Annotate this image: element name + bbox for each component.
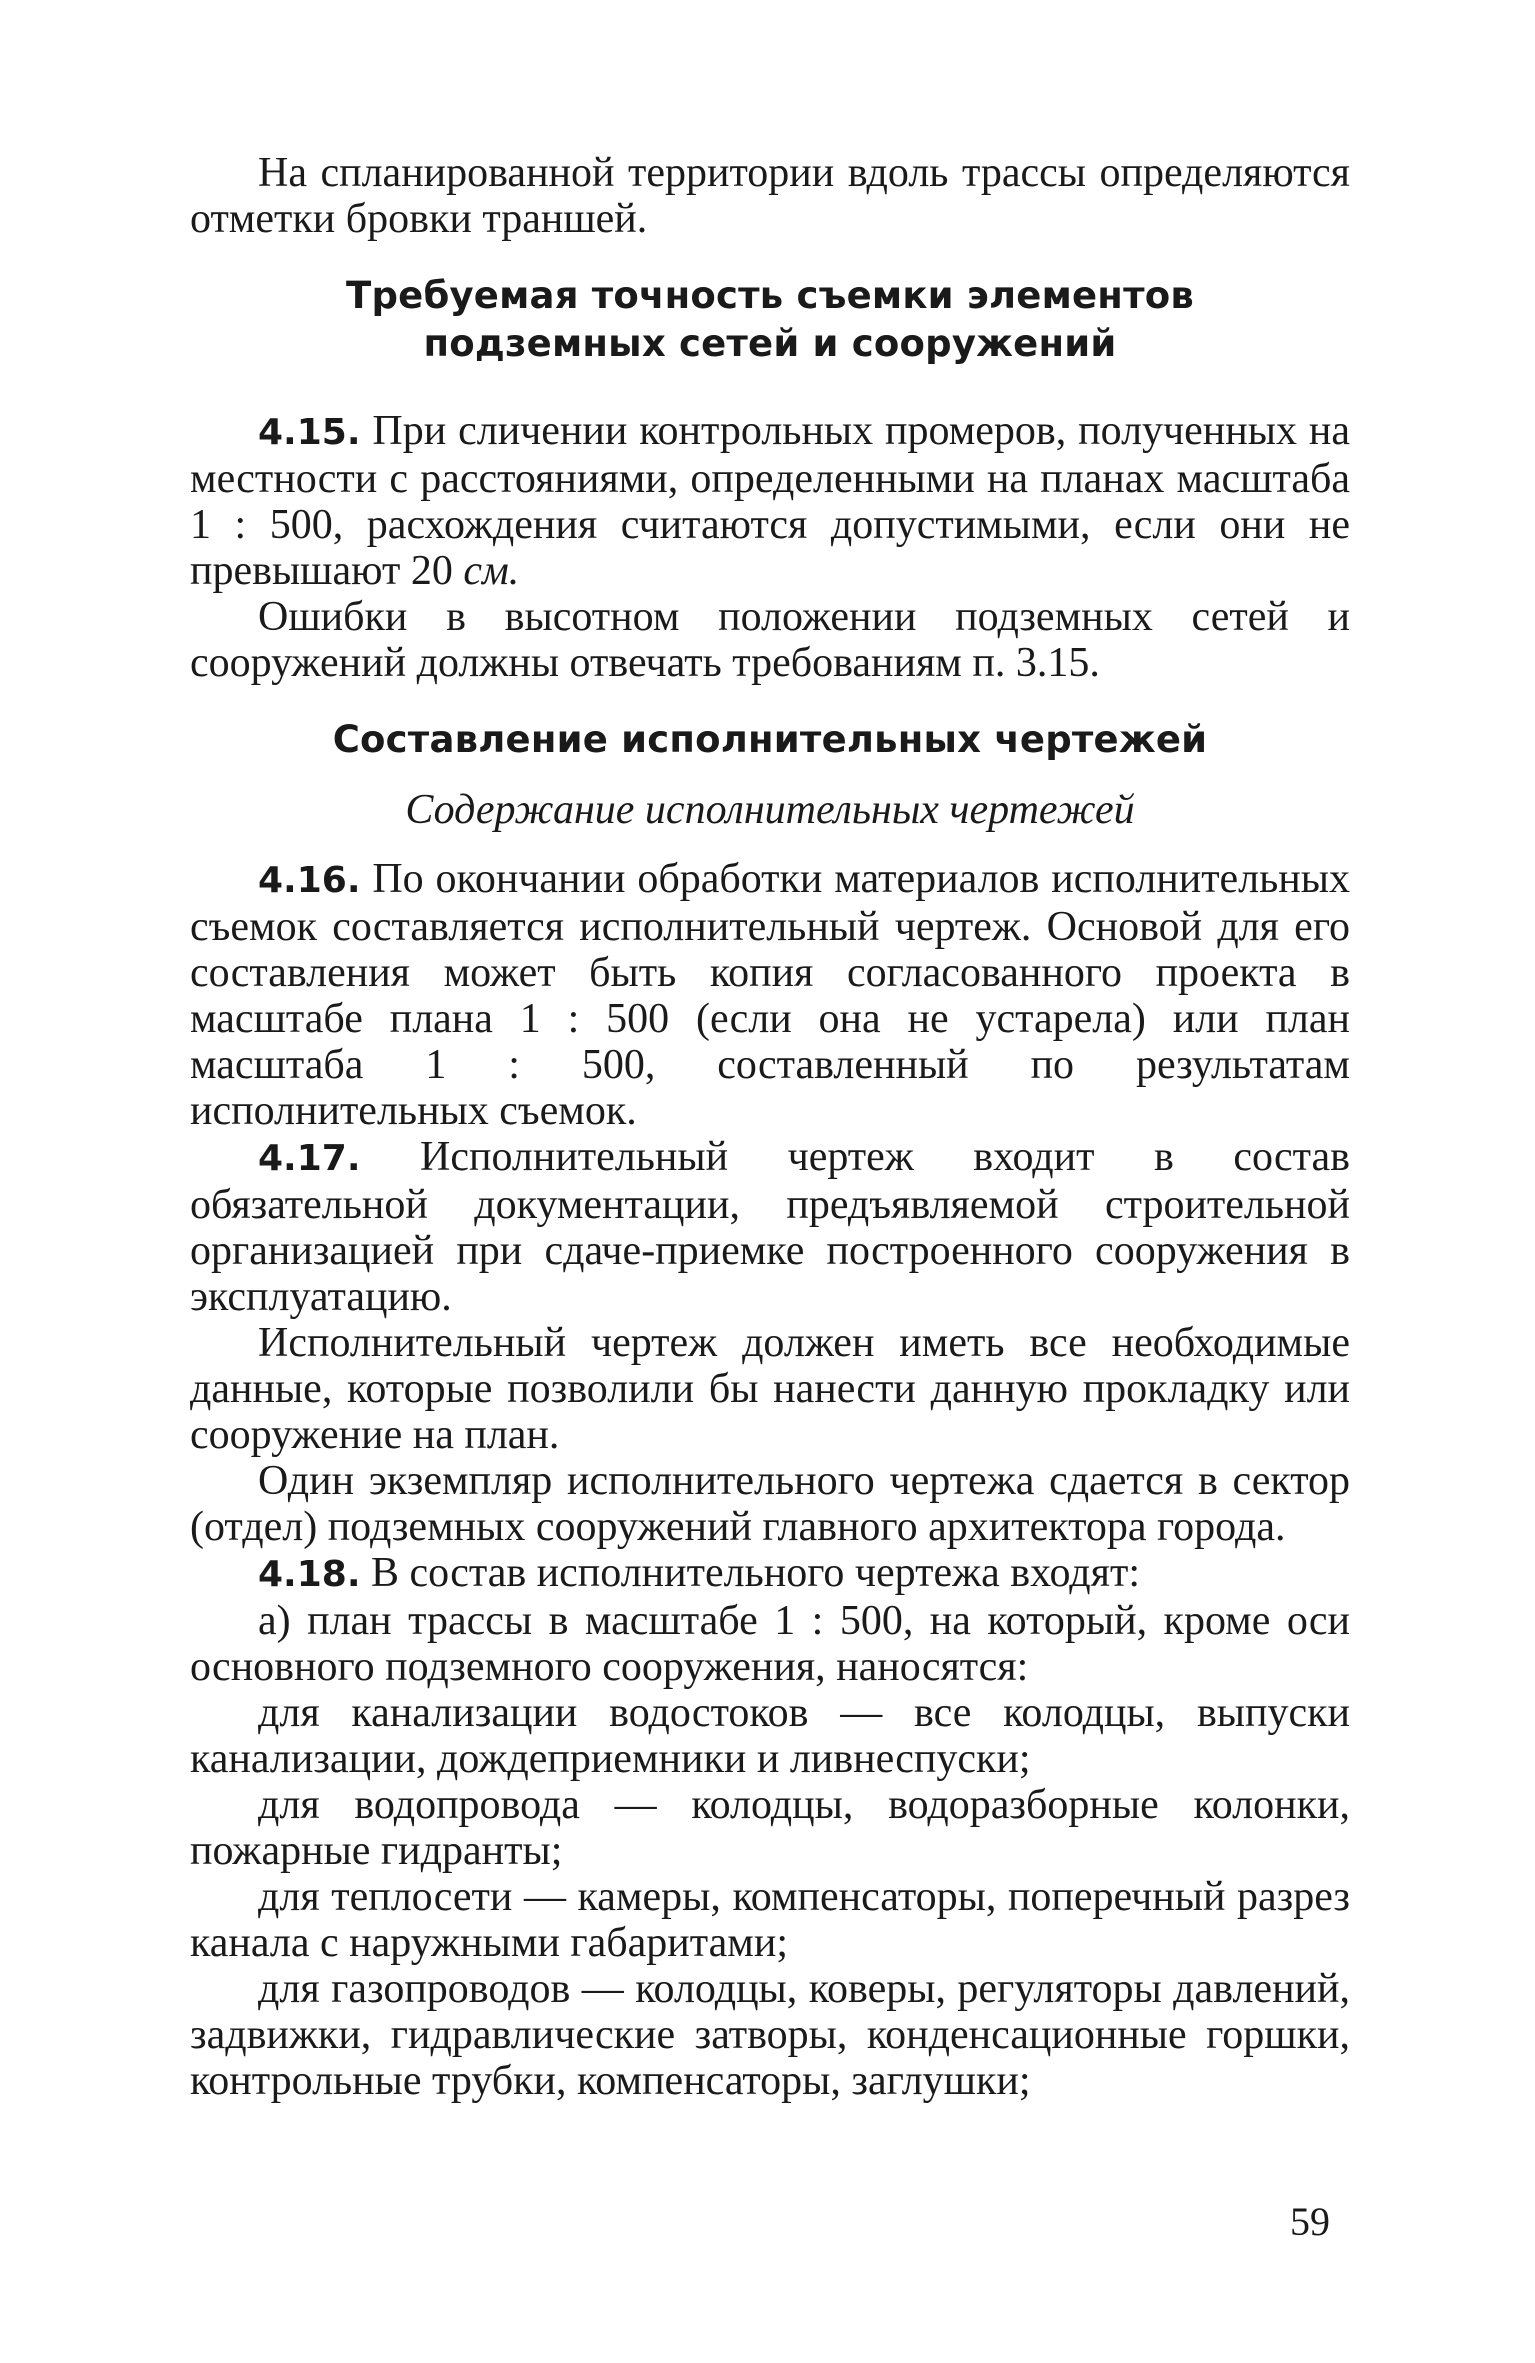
paragraph-height-errors: Ошибки в высотном положении подземных сетей и сооружений должны отвечать требованиям п. 3.15.: [190, 594, 1350, 686]
paragraph-4-16: [190, 856, 1350, 1134]
subsection-heading-content: Содержание исполнительных чертежей: [405, 787, 1135, 833]
unit-text: см.: [463, 548, 520, 594]
paragraph-4-15: [190, 408, 1350, 594]
clause-number: 4.15.: [258, 412, 361, 453]
list-item: для теплосети — камеры, компенсаторы, поперечный разрез канала с наружными габаритами;: [190, 1874, 1350, 1966]
paragraph-4-18: [190, 1550, 1350, 1598]
clause-number: 4.18.: [258, 1554, 361, 1595]
list-item: для газопроводов — колодцы, коверы, регуляторы давлений, задвижки, гидравлические затворы, конденсационные горшки, контрольные трубки, компенсаторы, заглушки;: [190, 1966, 1350, 2104]
heading-line-1: Требуемая точность съемки элементов: [346, 274, 1194, 317]
list-item: а) план трассы в масштабе 1 : 500, на который, кроме оси основного подземного сооружения, наносятся:: [190, 1598, 1350, 1690]
clause-text: По окончании обработки материалов исполнительных съемок составляется исполнительный чертеж. Основой для его составления может быть копия согласованного проекта в масштабе плана 1 : 500 (если она не устарела) или план масштаба 1 : 500, составленный по результатам исполнительных съемок.: [190, 856, 1350, 1134]
clause-text: Исполнительный чертеж входит в состав обязательной документации, предъявляемой строительной организацией при сдаче-приемке построенного сооружения в эксплуатацию.: [190, 1134, 1350, 1320]
clause-text: При сличении контрольных промеров, полученных на местности с расстояниями, определенными на планах масштаба 1 : 500, расхождения считаются допустимыми, если они не превышают 20: [190, 408, 1350, 594]
clause-number: 4.16.: [258, 860, 361, 901]
section-heading-accuracy: [190, 272, 1350, 368]
page-body: [190, 150, 1350, 2104]
section-heading-drawings: Составление исполнительных чертежей: [332, 718, 1208, 761]
list-item: для водопровода — колодцы, водоразборные колонки, пожарные гидранты;: [190, 1782, 1350, 1874]
heading-line-2: подземных сетей и сооружений: [423, 322, 1117, 365]
list-item: для канализации водостоков — все колодцы, выпуски канализации, дождеприемники и ливнеспуски;: [190, 1690, 1350, 1782]
paragraph-4-17: [190, 1134, 1350, 1320]
clause-text: В состав исполнительного чертежа входят:: [360, 1550, 1141, 1596]
page-number: 59: [1290, 2199, 1330, 2244]
intro-paragraph: На спланированной территории вдоль трассы определяются отметки бровки траншей.: [190, 150, 1350, 242]
clause-number: 4.17.: [258, 1138, 361, 1179]
paragraph-copy-submission: Один экземпляр исполнительного чертежа сдается в сектор (отдел) подземных сооружений главного архитектора города.: [190, 1458, 1350, 1550]
paragraph-required-data: Исполнительный чертеж должен иметь все необходимые данные, которые позволили бы нанести данную прокладку или сооружение на план.: [190, 1320, 1350, 1458]
